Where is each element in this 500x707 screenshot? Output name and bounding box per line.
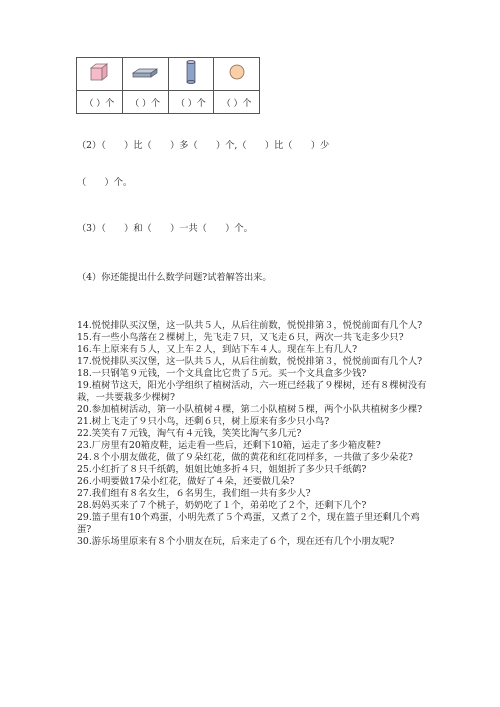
word-problem: 17.悦悦排队买汉堡，这一队共５人，从后往前数，悦悦排第３，悦悦前面有几个人? bbox=[77, 356, 423, 367]
count-cell[interactable]: （ ）个 bbox=[214, 91, 260, 114]
cylinder-icon bbox=[185, 59, 197, 85]
question-2-line-1: （2）（ ）比（ ）多（ ）个,（ ）比（ ）少 bbox=[77, 140, 330, 151]
sphere-icon bbox=[228, 63, 246, 81]
word-problem: 25.小红折了８只千纸鹤，姐姐比她多折４只，姐姐折了多少只千纸鹤? bbox=[77, 464, 367, 475]
count-cell[interactable]: （ ）个 bbox=[77, 91, 123, 114]
word-problem: 19.植树节这天，阳光小学组织了植树活动，六一班已经栽了９棵树，还有８棵树没有栽，一共要栽多少棵树? bbox=[77, 380, 427, 403]
cube-icon bbox=[88, 61, 110, 83]
word-problem: 15.有一些小鸟落在２棵树上，先飞走７只，又飞走６只，两次一共飞走多少只? bbox=[77, 332, 404, 343]
count-cell[interactable]: （ ）个 bbox=[168, 91, 214, 114]
word-problem: 21.树上飞走了９只小鸟，还剩６只，树上原来有多少只小鸟? bbox=[77, 416, 330, 427]
word-problem: 29.篮子里有10个鸡蛋，小明先煮了５个鸡蛋，又煮了２个，现在篮子里还剩几个鸡蛋? bbox=[77, 512, 420, 535]
word-problem: 24.８个小朋友做花，做了９朵红花，做的黄花和红花同样多，一共做了多少朵花? bbox=[77, 452, 413, 463]
sphere-cell bbox=[214, 58, 260, 91]
cube-cell bbox=[77, 58, 123, 91]
cuboid-cell bbox=[122, 58, 168, 91]
word-problem: 27.我们组有８名女生，６名男生，我们组一共有多少人? bbox=[77, 488, 311, 499]
word-problem: 28.妈妈买来了７个桃子，奶奶吃了１个，弟弟吃了２个，还剩下几个? bbox=[77, 500, 367, 511]
count-cell[interactable]: （ ）个 bbox=[122, 91, 168, 114]
word-problem: 23.厂房里有20箱皮鞋，运走看一些后，还剩下10箱，运走了多少箱皮鞋? bbox=[77, 440, 381, 451]
question-4: （4）你还能提出什么数学问题?试着解答出来。 bbox=[77, 272, 272, 283]
shape-table bbox=[76, 57, 260, 114]
word-problem: 22.笑笑有７元钱，淘气有４元钱，笑笑比淘气多几元? bbox=[77, 428, 302, 439]
word-problem: 14.悦悦排队买汉堡，这一队共５人，从后往前数，悦悦排第３，悦悦前面有几个人? bbox=[77, 320, 423, 331]
word-problem-list bbox=[77, 320, 427, 548]
question-3: （3）（ ）和（ ）一共（ ）个。 bbox=[77, 223, 253, 234]
word-problem: 16.车上原来有５人，又上车２人，到站下车４人。现在车上有几人? bbox=[77, 344, 358, 355]
cylinder-cell bbox=[168, 58, 214, 91]
word-problem: 18.一只钢笔９元钱，一个文具盒比它贵了５元。买一个文具盒多少钱? bbox=[77, 368, 367, 379]
word-problem: 30.游乐场里原来有８个小朋友在玩，后来走了６个，现在还有几个小朋友呢? bbox=[77, 536, 395, 547]
word-problem: 26.小明要做17朵小红花，做好了４朵，还要做几朵? bbox=[77, 476, 295, 487]
word-problem: 20.参加植树活动，第一小队植树４棵，第二小队植树５棵，两个小队共植树多少棵? bbox=[77, 404, 423, 415]
question-2-line-2: （ ）个。 bbox=[77, 177, 133, 188]
cuboid-icon bbox=[131, 66, 159, 80]
